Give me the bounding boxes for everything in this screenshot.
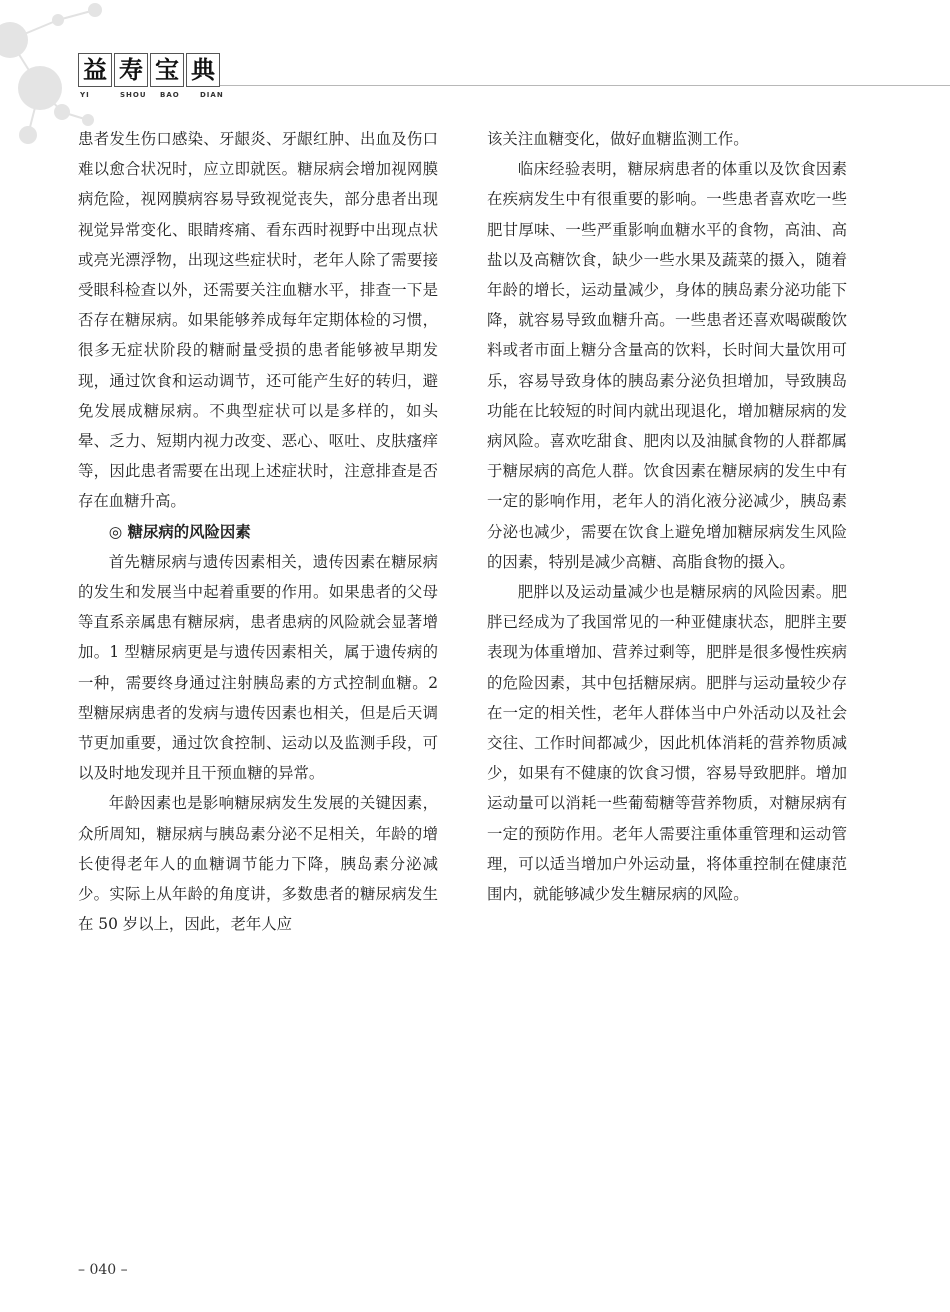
logo-pinyin-syllable: SHOU — [120, 91, 147, 99]
logo-char: 益 — [78, 53, 112, 87]
logo-pinyin-syllable: YI — [80, 91, 90, 99]
logo-char: 寿 — [114, 53, 148, 87]
body-paragraph: 肥胖以及运动量减少也是糖尿病的风险因素。肥胖已经成为了我国常见的一种亚健康状态，肥胖主要表现为体重增加、营养过剩等，肥胖是很多慢性疾病的危险因素，其中包括糖尿病。肥胖与运动量较少存在一定的相关性，老年人群体当中户外活动以及社会交往、工作时间都减少，因此机体消耗的营养物质减少，如果有不健康的饮食习惯，容易导致肥胖。增加运动量可以消耗一些葡萄糖等营养物质，对糖尿病有一定的预防作用。老年人需要注重体重管理和运动管理，可以适当增加户外运动量，将体重控制在健康范围内，就能够减少发生糖尿病的风险。 — [487, 583, 847, 904]
logo-pinyin — [80, 91, 240, 99]
logo-pinyin-syllable: BAO — [160, 91, 180, 99]
logo-char: 典 — [186, 53, 220, 87]
page-number: – 040 – — [78, 1262, 128, 1278]
body-paragraph: 该关注血糖变化，做好血糖监测工作。 — [487, 130, 749, 148]
publication-logo — [78, 53, 222, 87]
body-paragraph: 年龄因素也是影响糖尿病发生发展的关键因素，众所周知，糖尿病与胰岛素分泌不足相关，年龄的增长使得老年人的血糖调节能力下降，胰岛素分泌减少。实际上从年龄的角度讲，多数患者的糖尿病发生在 50 岁以上，因此，老年人应 — [78, 794, 438, 934]
left-text-column — [78, 124, 438, 939]
body-paragraph: 临床经验表明，糖尿病患者的体重以及饮食因素在疾病发生中有很重要的影响。一些患者喜欢吃一些肥甘厚味、一些严重影响血糖水平的食物，高油、高盐以及高糖饮食，缺少一些水果及蔬菜的摄入，随着年龄的增长，运动量减少，身体的胰岛素分泌功能下降，就容易导致血糖升高。一些患者还喜欢喝碳酸饮料或者市面上糖分含量高的饮料，长时间大量饮用可乐，容易导致身体的胰岛素分泌负担增加，导致胰岛功能在比较短的时间内就出现退化，增加糖尿病的发病风险。喜欢吃甜食、肥肉以及油腻食物的人群都属于糖尿病的高危人群。饮食因素在糖尿病的发生中有一定的影响作用，老年人的消化液分泌减少，胰岛素分泌也减少，需要在饮食上避免增加糖尿病发生风险的因素，特别是减少高糖、高脂食物的摄入。 — [487, 160, 847, 571]
body-paragraph: 患者发生伤口感染、牙龈炎、牙龈红肿、出血及伤口难以愈合状况时，应立即就医。糖尿病会增加视网膜病危险，视网膜病容易导致视觉丧失，部分患者出现视觉异常变化、眼睛疼痛、看东西时视野中出现点状或亮光漂浮物，出现这些症状时，老年人除了需要接受眼科检查以外，还需要关注血糖水平，排查一下是否存在糖尿病。如果能够养成每年定期体检的习惯，很多无症状阶段的糖耐量受损的患者能够被早期发现，通过饮食和运动调节，还可能产生好的转归，避免发展成糖尿病。不典型症状可以是多样的，如头晕、乏力、短期内视力改变、恶心、呕吐、皮肤瘙痒等，因此患者需要在出现上述症状时，注意排查是否存在血糖升高。 — [78, 130, 438, 511]
right-text-column — [487, 124, 847, 909]
logo-char: 宝 — [150, 53, 184, 87]
header-rule — [210, 85, 950, 86]
section-heading: ◎ 糖尿病的风险因素 — [108, 522, 251, 541]
logo-pinyin-syllable: DIAN — [200, 91, 224, 99]
body-paragraph: 首先糖尿病与遗传因素相关，遗传因素在糖尿病的发生和发展当中起着重要的作用。如果患者的父母等直系亲属患有糖尿病，患者患病的风险就会显著增加。1 型糖尿病更是与遗传因素相关，属于遗传病的一种，需要终身通过注射胰岛素的方式控制血糖。2 型糖尿病患者的发病与遗传因素也相关，但是后天调节更加重要，通过饮食控制、运动以及监测手段，可以及时地发现并且干预血糖的异常。 — [78, 552, 438, 783]
